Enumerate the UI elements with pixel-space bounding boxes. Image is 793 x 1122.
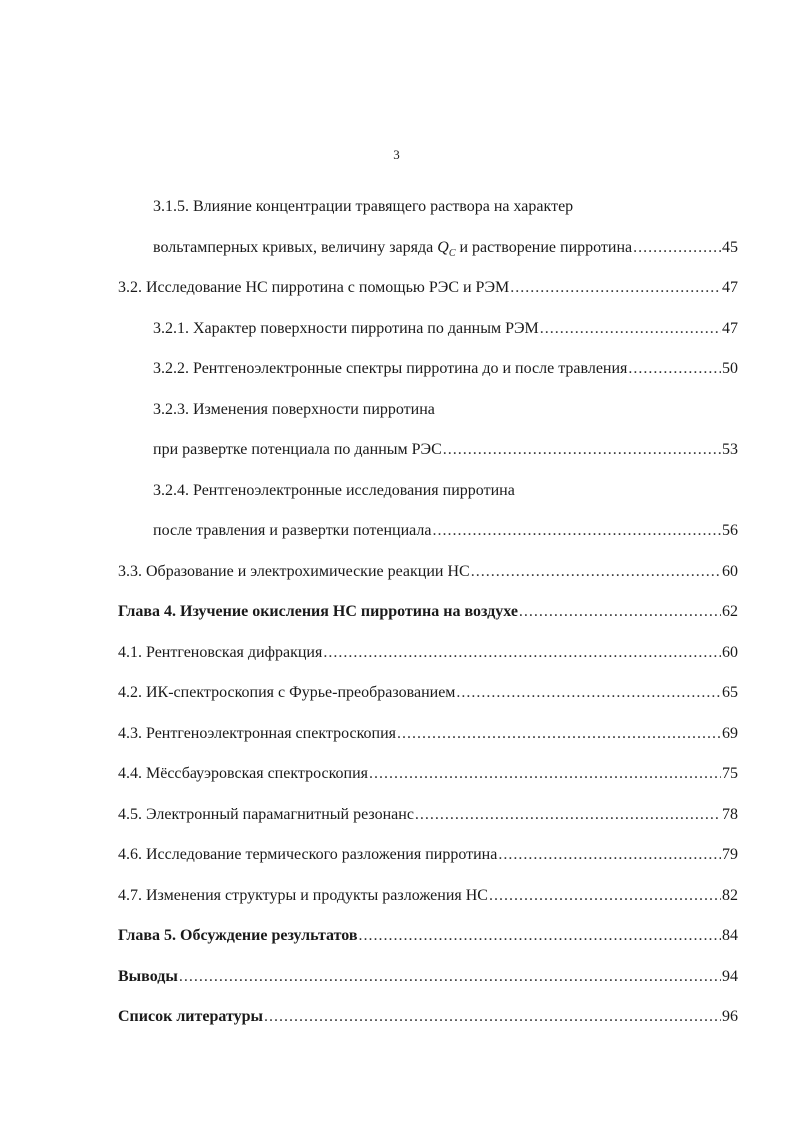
toc-entry-title: при развертке потенциала по данным РЭС <box>153 441 442 458</box>
leader-dots <box>489 885 721 907</box>
toc-entry-title: 4.1. Рентгеновская дифракция <box>118 643 323 661</box>
toc-entry-title: Список литературы <box>118 1008 263 1025</box>
leader-dots <box>369 763 721 785</box>
toc-entry-page: 84 <box>722 927 738 944</box>
toc-entry-4-4[interactable] <box>118 763 738 804</box>
toc-entry-3-2-1[interactable] <box>118 318 738 359</box>
toc-entry-3-2-4-cont[interactable] <box>118 520 738 561</box>
toc-entry-title: 3.2.3. Изменения поверхности пирротина <box>153 400 435 418</box>
toc-entry-title: после травления и развертки потенциала <box>153 522 432 539</box>
leader-dots <box>456 682 721 704</box>
toc-entry-4-7[interactable] <box>118 885 738 926</box>
toc-entry-4-6[interactable] <box>118 844 738 885</box>
toc-entry-title: 4.2. ИК-спектроскопия с Фурье-преобразованием <box>118 684 456 701</box>
toc-entry-page: 53 <box>722 441 738 458</box>
toc-entry-page: 45 <box>722 238 738 256</box>
toc-entry-page: 79 <box>722 846 738 863</box>
toc-entry-title: 3.2. Исследование НС пирротина с помощью РЭС и РЭМ <box>118 279 510 296</box>
leader-dots <box>510 277 721 299</box>
toc-entry-title: 3.2.1. Характер поверхности пирротина по данным РЭМ <box>153 319 539 337</box>
leader-dots <box>432 520 721 542</box>
toc-entry-4-2[interactable] <box>118 682 738 723</box>
leader-dots <box>628 358 721 380</box>
toc-entry-page: 65 <box>722 684 738 701</box>
toc-entry-title: 4.4. Мёссбауэровская спектроскопия <box>118 765 369 782</box>
toc-entry-page: 50 <box>722 360 738 377</box>
toc-entry-title: 4.5. Электронный парамагнитный резонанс <box>118 805 414 823</box>
toc-entry-page: 69 <box>722 724 738 742</box>
toc-entry-3-2-2[interactable] <box>118 358 738 399</box>
charge-symbol: $Q_C$ <box>437 238 456 259</box>
toc-entry-3-3[interactable] <box>118 561 738 602</box>
toc-entry-4-1[interactable] <box>118 642 738 683</box>
toc-entry-4-3[interactable] <box>118 723 738 764</box>
leader-dots <box>498 844 721 866</box>
leader-dots <box>415 804 721 826</box>
leader-dots <box>471 561 721 583</box>
toc-entry-page: 47 <box>722 319 738 337</box>
toc-entry-title: 4.6. Исследование термического разложения пирротина <box>118 846 498 863</box>
toc-entry-conclusions[interactable] <box>118 966 738 1007</box>
toc-entry-page: 60 <box>722 643 738 661</box>
page-number: 3 <box>393 147 400 162</box>
toc-entry-title: 3.2.4. Рентгеноэлектронные исследования пирротина <box>153 481 515 499</box>
toc-entry-3-1-5[interactable] <box>118 196 738 237</box>
leader-dots <box>179 966 721 988</box>
toc-entry-3-2[interactable] <box>118 277 738 318</box>
toc-entry-3-2-4[interactable] <box>118 480 738 521</box>
toc-entry-chapter-5[interactable] <box>118 925 738 966</box>
leader-dots <box>397 723 721 745</box>
toc-entry-title: 4.3. Рентгеноэлектронная спектроскопия <box>118 724 397 742</box>
toc-entry-title: 3.2.2. Рентгеноэлектронные спектры пирротина до и после травления <box>153 360 628 377</box>
toc-entry-page: 75 <box>722 765 738 782</box>
toc-entry-page: 60 <box>722 562 738 580</box>
leader-dots <box>633 237 721 259</box>
leader-dots <box>264 1006 721 1028</box>
toc-entry-references[interactable] <box>118 1006 738 1047</box>
toc-entry-3-2-3[interactable] <box>118 399 738 440</box>
table-of-contents <box>118 196 738 1047</box>
toc-entry-4-5[interactable] <box>118 804 738 845</box>
toc-entry-page: 47 <box>722 279 738 296</box>
toc-entry-title: Выводы <box>118 967 178 985</box>
toc-entry-page: 62 <box>722 603 738 620</box>
leader-dots <box>323 642 721 664</box>
toc-entry-page: 56 <box>722 522 738 539</box>
toc-entry-page: 96 <box>722 1008 738 1025</box>
toc-entry-page: 94 <box>722 967 738 985</box>
leader-dots <box>540 318 721 340</box>
leader-dots <box>359 925 721 947</box>
leader-dots <box>519 601 721 623</box>
toc-entry-chapter-4[interactable] <box>118 601 738 642</box>
toc-entry-title: Глава 5. Обсуждение результатов <box>118 927 358 944</box>
leader-dots <box>443 439 721 461</box>
toc-entry-title: 3.1.5. Влияние концентрации травящего раствора на характер <box>153 198 574 215</box>
toc-entry-title: 4.7. Изменения структуры и продукты разложения НС <box>118 886 488 904</box>
toc-entry-title: вольтамперных кривых, величину заряда $Q_C$ и растворение пирротина <box>153 238 633 259</box>
toc-entry-title: 3.3. Образование и электрохимические реакции НС <box>118 562 470 580</box>
toc-entry-title: Глава 4. Изучение окисления НС пирротина на воздухе <box>118 603 518 620</box>
toc-entry-page: 82 <box>722 886 738 904</box>
toc-entry-3-1-5-cont[interactable] <box>118 237 738 278</box>
toc-entry-page: 78 <box>722 805 738 823</box>
toc-entry-3-2-3-cont[interactable] <box>118 439 738 480</box>
